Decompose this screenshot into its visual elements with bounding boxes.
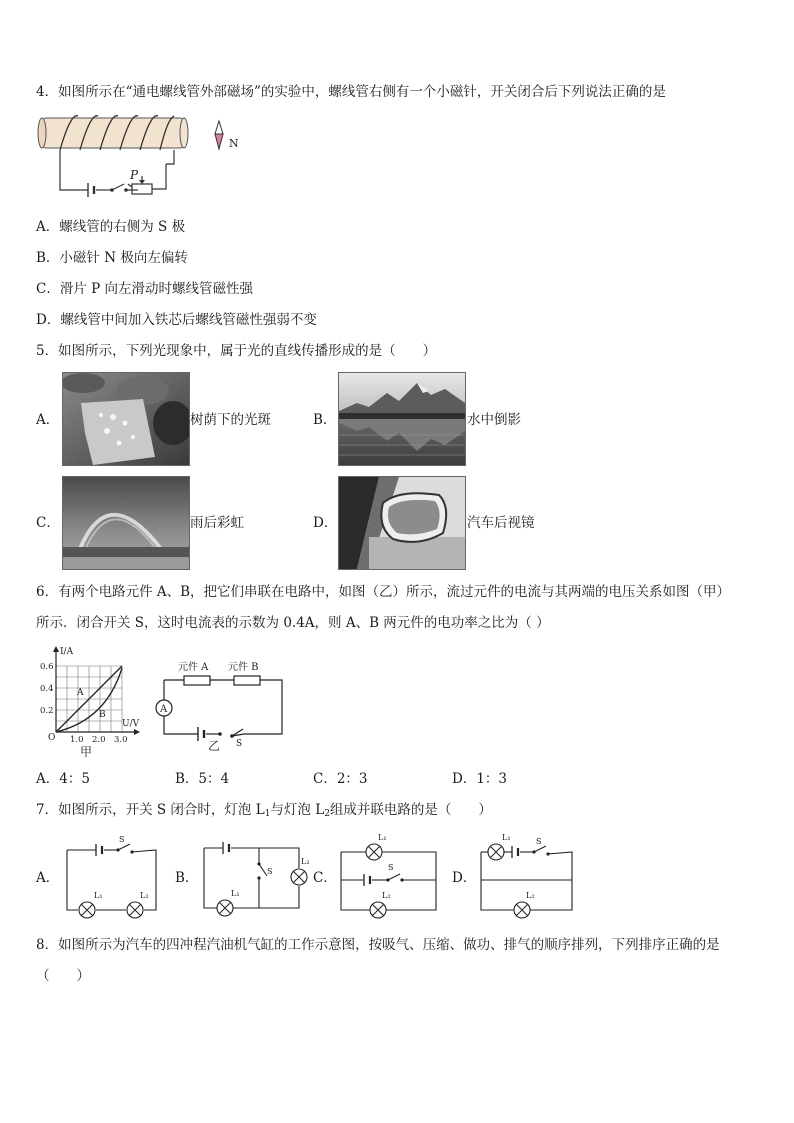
- q6-option-b[interactable]: [175, 770, 229, 788]
- switch-s-label: S: [236, 739, 243, 749]
- q6-option-d-letter: D．: [452, 771, 477, 787]
- q6-option-c[interactable]: [313, 770, 368, 788]
- q5-option-b-caption: 水中倒影: [467, 412, 521, 428]
- q7c-switch-label: S: [388, 863, 394, 872]
- q7b-lamp2-label: L₂: [301, 857, 310, 866]
- q7-stem-post: 组成并联电路的是（ ）: [329, 802, 492, 818]
- q6-stem-line2: 所示．闭合开关 S，这时电流表的示数为 0.4A，则 A、B 两元件的电功率之比为（ ）: [36, 615, 550, 631]
- q6-option-d-text: 1：3: [476, 771, 508, 787]
- q7-option-a-letter[interactable]: A．: [36, 870, 60, 886]
- q4-option-c[interactable]: [36, 280, 253, 298]
- q7-option-d-letter[interactable]: D．: [452, 870, 477, 886]
- q7-stem-sub2: 2: [324, 809, 330, 819]
- q6-option-a[interactable]: [36, 770, 90, 788]
- q7b-lamp1-label: L₁: [231, 889, 240, 898]
- graph-x-tick-2-0: 2.0: [92, 735, 106, 745]
- q4-option-b-letter: B．: [36, 250, 60, 266]
- graph-curve-b-label: B: [99, 710, 106, 720]
- q7-stem-mid: 与灯泡 L: [270, 802, 325, 818]
- needle-n-label: N: [229, 137, 239, 150]
- water-reflection-image[interactable]: [338, 372, 466, 466]
- slider-p-label: P: [130, 168, 139, 182]
- q6-option-c-letter: C．: [313, 771, 337, 787]
- q7a-lamp1-label: L₁: [94, 891, 103, 900]
- q7-stem: [36, 801, 492, 823]
- iv-graph-figure: [36, 644, 146, 758]
- q8-stem-line2: （ ）: [36, 968, 90, 984]
- q6-option-b-letter: B．: [175, 771, 199, 787]
- q4-option-d-text: 螺线管中间加入铁芯后螺线管磁性强弱不变: [60, 312, 317, 328]
- series-circuit-figure: [150, 656, 290, 752]
- q7a-switch-label: S: [119, 835, 125, 844]
- q4-option-a-letter: A．: [36, 219, 60, 235]
- q4-option-d-letter: D．: [36, 312, 61, 328]
- q5-option-d-caption: 汽车后视镜: [467, 515, 535, 531]
- q6-option-b-text: 5：4: [198, 771, 230, 787]
- graph-origin-label: O: [48, 733, 56, 743]
- q6-stem-line1: 6．有两个电路元件 A、B，把它们串联在电路中，如图（乙）所示，流过元件的电流与其两端的电压关系如图（甲）: [36, 584, 731, 600]
- q5-option-c-letter[interactable]: C．: [36, 515, 60, 531]
- q4-option-d[interactable]: [36, 311, 317, 329]
- q7d-lamp2-label: L₂: [526, 891, 535, 900]
- rainbow-image[interactable]: [62, 476, 190, 570]
- q6-option-c-text: 2：3: [336, 771, 368, 787]
- q6-option-d[interactable]: [452, 770, 507, 788]
- q7-stem-pre: 7．如图所示，开关 S 闭合时，灯泡 L: [36, 802, 265, 818]
- q7b-switch-label: S: [267, 867, 273, 876]
- q5-option-d-letter[interactable]: D．: [313, 515, 338, 531]
- q4-stem: 4．如图所示在“通电螺线管外部磁场”的实验中，螺线管右侧有一个小磁针，开关闭合后下列说法正确的是: [36, 84, 666, 100]
- graph-y-tick-0-2: 0.2: [40, 706, 54, 716]
- graph-x-tick-1-0: 1.0: [70, 735, 84, 745]
- solenoid-circuit-figure: [38, 112, 238, 202]
- graph-x-tick-3-0: 3.0: [114, 735, 128, 745]
- q6-option-a-letter: A．: [36, 771, 60, 787]
- ammeter-label: A: [160, 704, 168, 715]
- q7-circuit-a[interactable]: [64, 834, 160, 920]
- q4-option-b-text: 小磁针 N 极向左偏转: [59, 250, 188, 266]
- q5-option-a-letter[interactable]: A．: [36, 412, 60, 428]
- graph-figure-label: 甲: [80, 745, 93, 759]
- q7-option-b-letter[interactable]: B．: [175, 870, 199, 886]
- graph-curve-a-label: A: [77, 688, 84, 698]
- graph-y-tick-0-4: 0.4: [40, 684, 54, 694]
- q7d-switch-label: S: [536, 837, 542, 846]
- circuit-figure-label: 乙: [208, 739, 221, 753]
- graph-y-tick-0-6: 0.6: [40, 662, 54, 672]
- q7c-lamp2-label: L₂: [382, 891, 391, 900]
- q7-circuit-b[interactable]: [201, 834, 311, 920]
- q4-option-c-letter: C．: [36, 281, 60, 297]
- q5-option-c-caption: 雨后彩虹: [190, 515, 244, 531]
- tree-shade-light-spots-image[interactable]: [62, 372, 190, 466]
- q7a-lamp2-label: L₂: [140, 891, 149, 900]
- element-b-label: 元件 B: [228, 662, 259, 673]
- element-a-label: 元件 A: [178, 662, 209, 673]
- q4-option-c-text: 滑片 P 向左滑动时螺线管磁性强: [59, 281, 254, 297]
- q5-stem: 5．如图所示，下列光现象中，属于光的直线传播形成的是（ ）: [36, 343, 437, 359]
- car-rearview-mirror-image[interactable]: [338, 476, 466, 570]
- q7c-lamp1-label: L₁: [378, 833, 387, 842]
- q4-option-a[interactable]: [36, 218, 185, 236]
- q5-option-a-caption: 树荫下的光斑: [190, 412, 271, 428]
- q5-option-b-letter[interactable]: B．: [313, 412, 337, 428]
- q7d-lamp1-label: L₁: [502, 833, 511, 842]
- q6-option-a-text: 4：5: [59, 771, 90, 787]
- q7-stem-sub1: 1: [264, 809, 271, 819]
- graph-y-axis-label: I/A: [60, 647, 74, 657]
- q4-option-b[interactable]: [36, 249, 188, 267]
- q7-circuit-c[interactable]: [338, 830, 442, 922]
- q8-stem: 8．如图所示为汽车的四冲程汽油机气缸的工作示意图，按吸气、压缩、做功、排气的顺序排列，下列排序正确的是: [36, 937, 720, 953]
- compass-needle-icon: [212, 120, 252, 156]
- q4-option-a-text: 螺线管的右侧为 S 极: [59, 219, 186, 235]
- graph-x-axis-label: U/V: [122, 719, 140, 729]
- q7-option-c-letter[interactable]: C．: [313, 870, 337, 886]
- q7-circuit-d[interactable]: [478, 830, 578, 922]
